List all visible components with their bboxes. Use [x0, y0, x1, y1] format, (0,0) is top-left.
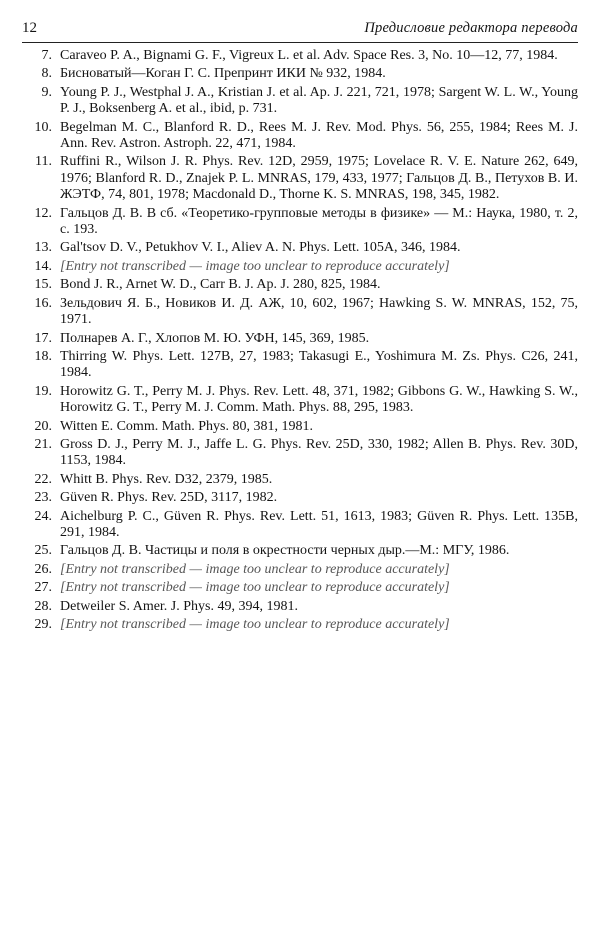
reference-text: Gal'tsov D. V., Petukhov V. I., Aliev A. N. Phys. Lett. 105A, 346, 1984. [60, 240, 461, 256]
reference-text: Caraveo P. A., Bignami G. F., Vigreux L. et al. Adv. Space Res. 3, No. 10—12, 77, 1984. [60, 48, 558, 63]
reference-text: Ruffini R., Wilson J. R. Phys. Rev. 12D, 2959, 1975; Lovelace R. V. E. Nature 262, 649, 1976; Blanford R. D., Znajek P. L. MNRAS, 179, 433, 1977; Гальцов Д. В., Петухов В. И. ЖЭТФ, 74, 801, 1978; Macdonald D., Thorne K. S. MNRAS, 198, 345, 1982. [60, 154, 578, 203]
page-number: 12 [22, 20, 37, 36]
reference-number: 21. [34, 436, 52, 452]
reference-item [26, 384, 578, 417]
reference-item [26, 349, 578, 382]
reference-number: 26. [34, 561, 52, 577]
reference-item [26, 419, 578, 435]
running-header [22, 20, 578, 37]
reference-item [26, 580, 578, 596]
reference-number: 23. [34, 490, 52, 506]
reference-text: Бисноватый—Коган Г. С. Препринт ИКИ № 932, 1984. [60, 66, 386, 82]
reference-item [26, 437, 578, 470]
reference-text: Aichelburg P. C., Güven R. Phys. Rev. Lett. 51, 1613, 1983; Güven R. Phys. Lett. 135B, 291, 1984. [60, 508, 578, 540]
reference-item [26, 617, 578, 633]
reference-text: Gross D. J., Perry M. J., Jaffe L. G. Phys. Rev. 25D, 330, 1982; Allen B. Phys. Rev. 30D, 1153, 1984. [60, 436, 578, 469]
reference-item [26, 120, 578, 153]
reference-item [26, 48, 578, 64]
reference-text: Horowitz G. T., Perry M. J. Phys. Rev. Lett. 48, 371, 1982; Gibbons G. W., Hawking S. W., Horowitz G. T., Perry M. J. Comm. Math. Phys. 88, 295, 1983. [60, 383, 578, 416]
reference-text: [Entry not transcribed — image too unclear to reproduce accurately] [60, 258, 450, 274]
reference-number: 24. [34, 508, 52, 524]
running-title: Предисловие редактора перевода [364, 20, 578, 36]
reference-number: 20. [34, 418, 52, 434]
reference-number: 9. [41, 84, 52, 100]
reference-number: 12. [34, 205, 52, 221]
reference-item [26, 490, 578, 506]
reference-item [26, 472, 578, 488]
reference-item [26, 562, 578, 578]
reference-item [26, 296, 578, 329]
reference-number: 19. [34, 383, 52, 399]
reference-number: 17. [34, 330, 52, 346]
reference-number: 8. [41, 66, 52, 82]
reference-number: 27. [34, 580, 52, 596]
reference-number: 10. [34, 119, 52, 135]
reference-number: 22. [34, 471, 52, 487]
reference-number: 13. [34, 240, 52, 256]
reference-number: 18. [34, 348, 52, 364]
reference-text: Young P. J., Westphal J. A., Kristian J. et al. Ap. J. 221, 721, 1978; Sargent W. L. W., Young P. J., Boksenberg A. et al., ibid, p. 731. [60, 84, 578, 117]
reference-item [26, 259, 578, 275]
reference-item [26, 543, 578, 559]
reference-text: Detweiler S. Amer. J. Phys. 49, 394, 1981. [60, 598, 298, 614]
reference-item [26, 206, 578, 239]
reference-text: Begelman M. C., Blanford R. D., Rees M. J. Rev. Mod. Phys. 56, 255, 1984; Rees M. J. Ann. Rev. Astron. Astroph. 22, 471, 1984. [60, 119, 578, 152]
reference-text: Whitt B. Phys. Rev. D32, 2379, 1985. [60, 471, 273, 487]
reference-text: Гальцов Д. В. Частицы и поля в окрестности черных дыр.—М.: МГУ, 1986. [60, 543, 510, 559]
reference-number: 16. [34, 295, 52, 311]
reference-list [26, 48, 578, 635]
reference-text: Bond J. R., Arnet W. D., Carr B. J. Ap. J. 280, 825, 1984. [60, 277, 381, 293]
reference-text: Thirring W. Phys. Lett. 127B, 27, 1983; Takasugi E., Yoshimura M. Zs. Phys. C26, 241, 1984. [60, 348, 578, 381]
reference-text: Гальцов Д. В. В сб. «Теоретико-групповые методы в физике» — М.: Наука, 1980, т. 2, с. 193. [60, 205, 578, 238]
reference-number: 14. [34, 258, 52, 274]
reference-text: Güven R. Phys. Rev. 25D, 3117, 1982. [60, 490, 278, 506]
reference-item [26, 599, 578, 615]
reference-item [26, 85, 578, 118]
reference-text: Зельдович Я. Б., Новиков И. Д. АЖ, 10, 602, 1967; Hawking S. W. MNRAS, 152, 75, 1971. [60, 295, 578, 328]
reference-item [26, 331, 578, 347]
reference-item [26, 66, 578, 82]
reference-item [26, 277, 578, 293]
reference-item [26, 240, 578, 256]
reference-number: 25. [34, 543, 52, 559]
reference-text: Witten E. Comm. Math. Phys. 80, 381, 1981. [60, 418, 313, 434]
reference-text: Полнарев А. Г., Хлопов М. Ю. УФН, 145, 369, 1985. [60, 330, 370, 346]
reference-item [26, 509, 578, 542]
reference-text: [Entry not transcribed — image too unclear to reproduce accurately] [60, 617, 450, 632]
header-rule [22, 42, 578, 43]
reference-number: 11. [35, 154, 52, 170]
reference-number: 7. [41, 48, 52, 63]
reference-text: [Entry not transcribed — image too unclear to reproduce accurately] [60, 561, 450, 577]
reference-number: 29. [34, 617, 52, 632]
reference-number: 15. [34, 277, 52, 293]
reference-item [26, 154, 578, 203]
reference-number: 28. [34, 598, 52, 614]
reference-text: [Entry not transcribed — image too unclear to reproduce accurately] [60, 580, 450, 596]
